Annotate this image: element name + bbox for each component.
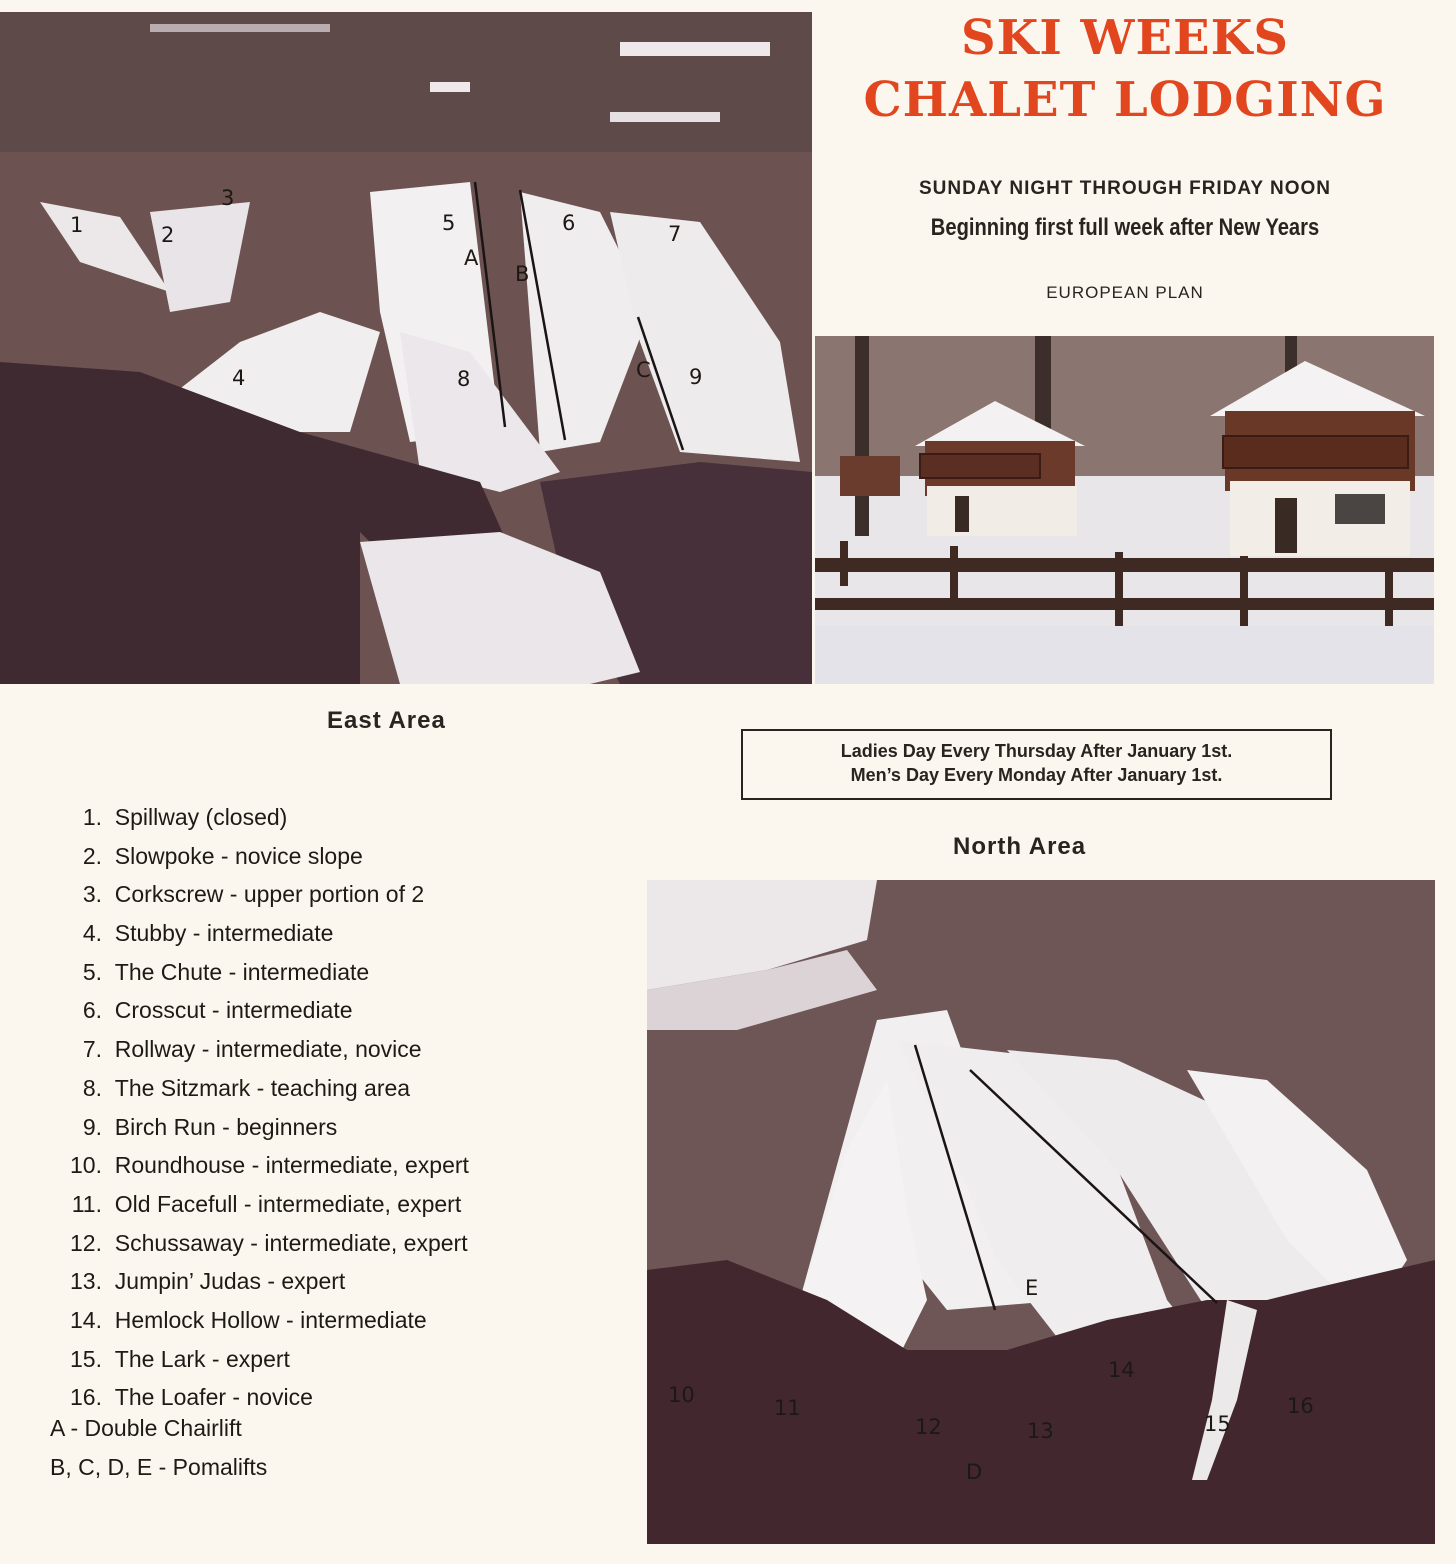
legend-item	[50, 1378, 469, 1417]
north-label-13: 13	[1027, 1419, 1054, 1443]
chalet-illustration	[815, 336, 1434, 684]
legend-item	[50, 1301, 469, 1340]
legend-number: 15.	[70, 1345, 102, 1372]
legend-item	[50, 1030, 469, 1069]
legend-number: 5.	[82, 958, 102, 985]
legend-number: 8.	[82, 1074, 102, 1101]
legend-trail-name: Jumpin’ Judas - expert	[114, 1268, 346, 1295]
north-label-14: 14	[1108, 1358, 1135, 1382]
legend-number: 7.	[82, 1036, 102, 1063]
schedule-text: SUNDAY NIGHT THROUGH FRIDAY NOON	[918, 178, 1332, 199]
north-label-11: 11	[774, 1396, 801, 1420]
legend-item	[50, 1340, 469, 1379]
east-label-5: 5	[442, 211, 456, 235]
north-lift-label-e: E	[1025, 1276, 1039, 1300]
legend-number: 6.	[82, 997, 102, 1024]
legend-trail-name: The Lark - expert	[114, 1345, 290, 1372]
chalet-lodging-photo	[815, 336, 1434, 684]
legend-item	[50, 991, 469, 1030]
north-label-12: 12	[915, 1415, 942, 1439]
season-start-text: Beginning first full week after New Years	[930, 214, 1320, 241]
east-area-heading: East Area	[327, 707, 446, 734]
legend-item	[50, 1069, 469, 1108]
east-lift-label-b: B	[515, 262, 530, 286]
north-area-heading: North Area	[953, 833, 1087, 860]
legend-item	[50, 953, 469, 992]
north-lift-label-d: D	[966, 1460, 983, 1484]
title-line-2: CHALET LODGING	[863, 72, 1387, 128]
east-lift-label-c: C	[636, 358, 651, 382]
legend-number: 12.	[70, 1229, 102, 1256]
legend-number: 4.	[82, 920, 102, 947]
north-label-15: 15	[1204, 1412, 1231, 1436]
east-label-2: 2	[161, 223, 175, 247]
legend-number: 9.	[82, 1113, 102, 1140]
east-label-6: 6	[562, 211, 576, 235]
legend-trail-name: Corkscrew - upper portion of 2	[114, 881, 425, 908]
legend-trail-name: Birch Run - beginners	[114, 1113, 338, 1140]
legend-item	[50, 914, 469, 953]
east-lift-label-a: A	[464, 246, 479, 270]
legend-trail-name: Crosscut - intermediate	[114, 997, 353, 1024]
east-label-7: 7	[668, 222, 682, 246]
legend-number: 13.	[70, 1268, 102, 1295]
north-area-illustration	[647, 880, 1435, 1544]
legend-trail-name: Spillway (closed)	[114, 804, 288, 830]
legend-trail-name: The Chute - intermediate	[114, 958, 370, 985]
trail-legend	[50, 798, 469, 1417]
east-label-3: 3	[221, 186, 235, 210]
legend-trail-name: Schussaway - intermediate, expert	[114, 1229, 468, 1256]
legend-trail-name: Stubby - intermediate	[114, 920, 334, 947]
legend-trail-name: The Sitzmark - teaching area	[114, 1074, 411, 1101]
chairlift-legend: A - Double Chairlift	[50, 1415, 242, 1441]
legend-item	[50, 875, 469, 914]
notice-line-1: Ladies Day Every Thursday After January 1st.	[840, 741, 1233, 761]
east-area-trail-photo	[0, 12, 812, 684]
legend-number: 14.	[70, 1306, 102, 1333]
legend-number: 1.	[82, 804, 102, 830]
north-label-16: 16	[1287, 1394, 1314, 1418]
legend-trail-name: Old Facefull - intermediate, expert	[114, 1190, 462, 1217]
legend-item	[50, 1146, 469, 1185]
legend-trail-name: Hemlock Hollow - intermediate	[114, 1306, 427, 1333]
pomalift-legend: B, C, D, E - Pomalifts	[50, 1454, 268, 1480]
legend-item	[50, 1262, 469, 1301]
east-label-8: 8	[457, 367, 471, 391]
east-label-9: 9	[689, 365, 703, 389]
legend-trail-name: The Loafer - novice	[114, 1384, 313, 1411]
legend-trail-name: Roundhouse - intermediate, expert	[114, 1152, 469, 1179]
east-label-4: 4	[232, 366, 246, 390]
legend-item	[50, 798, 469, 837]
notice-line-2: Men’s Day Every Monday After January 1st.	[850, 765, 1223, 785]
legend-number: 2.	[82, 842, 102, 869]
plan-text: EUROPEAN PLAN	[1046, 283, 1204, 302]
legend-number: 11.	[71, 1190, 102, 1217]
legend-number: 10.	[70, 1152, 102, 1179]
east-label-1: 1	[70, 213, 84, 237]
legend-trail-name: Slowpoke - novice slope	[114, 842, 363, 869]
legend-item	[50, 1185, 469, 1224]
legend-item	[50, 837, 469, 876]
east-area-illustration	[0, 12, 812, 684]
legend-number: 16.	[70, 1384, 102, 1411]
north-area-trail-photo	[647, 880, 1435, 1544]
ladies-mens-day-notice	[741, 729, 1332, 800]
legend-trail-name: Rollway - intermediate, novice	[114, 1036, 422, 1063]
title-line-1: SKI WEEKS	[960, 10, 1289, 66]
legend-item	[50, 1108, 469, 1147]
legend-item	[50, 1224, 469, 1263]
legend-number: 3.	[82, 881, 102, 908]
north-label-10: 10	[668, 1383, 695, 1407]
